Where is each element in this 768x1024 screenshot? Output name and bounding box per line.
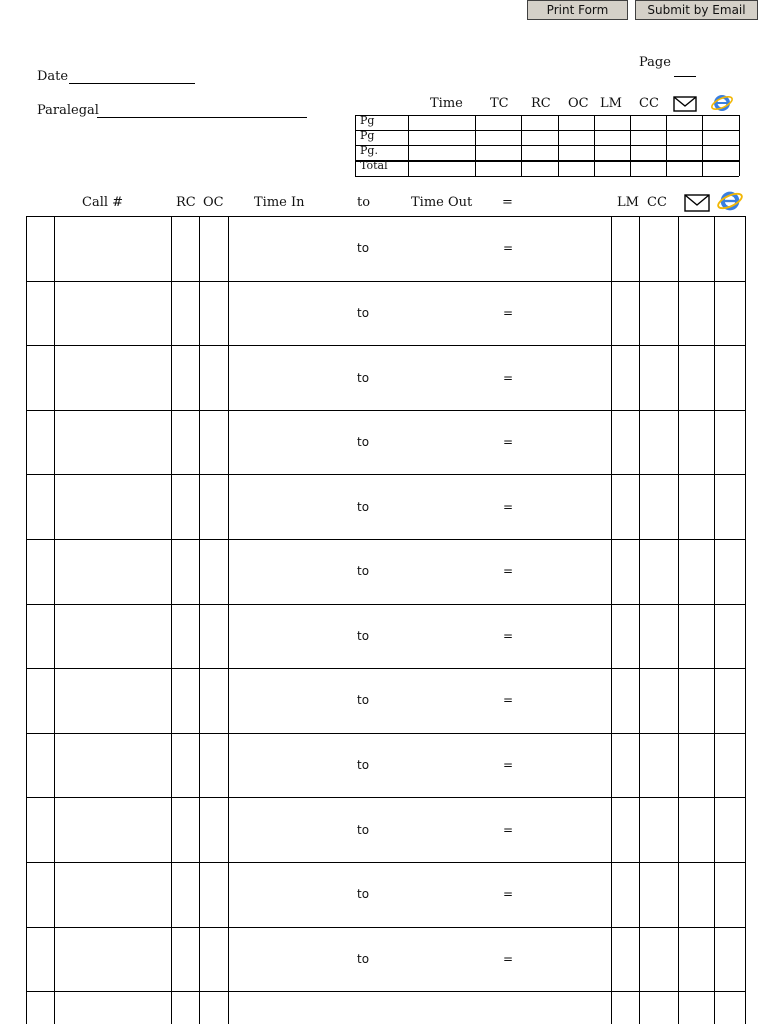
summary-cell[interactable] xyxy=(667,146,701,159)
email-check-field[interactable] xyxy=(679,283,713,344)
summary-cell[interactable] xyxy=(559,146,593,159)
rc-field[interactable] xyxy=(172,218,198,279)
log-header-to: to xyxy=(357,195,371,210)
email-check-field[interactable] xyxy=(679,606,713,667)
table-row xyxy=(26,281,745,346)
summary-cell[interactable] xyxy=(595,131,629,144)
time-out-field[interactable] xyxy=(381,541,494,602)
row-equals-label: = xyxy=(503,758,514,772)
time-out-field[interactable] xyxy=(381,670,494,731)
row-equals-label: = xyxy=(503,952,514,966)
lm-field[interactable] xyxy=(612,412,638,473)
paralegal-field[interactable] xyxy=(97,103,307,118)
email-check-field[interactable] xyxy=(679,347,713,408)
cc-field[interactable] xyxy=(640,864,677,925)
cc-field[interactable] xyxy=(640,412,677,473)
rc-field[interactable] xyxy=(172,347,198,408)
web-check-field[interactable] xyxy=(715,735,744,796)
row-equals-label: = xyxy=(503,241,514,255)
email-check-field[interactable] xyxy=(679,218,713,279)
time-out-field[interactable] xyxy=(381,476,494,537)
time-in-field[interactable] xyxy=(241,541,349,602)
oc-field[interactable] xyxy=(200,218,227,279)
log-header-rc: RC xyxy=(176,195,196,210)
row-to-label: to xyxy=(357,241,370,255)
oc-field[interactable] xyxy=(200,670,227,731)
row-number-cell[interactable] xyxy=(27,864,53,925)
summary-cell[interactable] xyxy=(409,131,474,144)
lm-field[interactable] xyxy=(612,929,638,990)
summary-cell[interactable] xyxy=(595,146,629,159)
row-equals-label: = xyxy=(503,435,514,449)
oc-field[interactable] xyxy=(200,929,227,990)
summary-header-oc: OC xyxy=(568,96,589,111)
submit-by-email-button[interactable]: Submit by Email xyxy=(635,0,758,20)
date-label: Date xyxy=(37,69,69,84)
row-number-cell[interactable] xyxy=(27,929,53,990)
summary-cell[interactable] xyxy=(595,161,629,175)
summary-grid-line xyxy=(355,176,739,177)
table-row xyxy=(26,927,745,992)
summary-cell[interactable] xyxy=(409,161,474,175)
rc-field[interactable] xyxy=(172,283,198,344)
summary-header-cc: CC xyxy=(639,96,659,111)
time-out-field[interactable] xyxy=(381,799,494,860)
oc-field[interactable] xyxy=(200,347,227,408)
time-out-field[interactable] xyxy=(381,218,494,279)
time-in-field[interactable] xyxy=(241,606,349,667)
row-to-label: to xyxy=(357,500,370,514)
row-number-cell[interactable] xyxy=(27,541,53,602)
row-equals-label: = xyxy=(503,564,514,578)
web-check-field[interactable] xyxy=(715,218,744,279)
cc-field[interactable] xyxy=(640,735,677,796)
summary-cell[interactable] xyxy=(631,131,665,144)
rc-field[interactable] xyxy=(172,735,198,796)
email-check-field[interactable] xyxy=(679,670,713,731)
summary-cell[interactable] xyxy=(522,131,557,144)
log-header-oc: OC xyxy=(203,195,224,210)
web-check-field[interactable] xyxy=(715,412,744,473)
row-number-cell[interactable] xyxy=(27,218,53,279)
cc-field[interactable] xyxy=(640,218,677,279)
row-to-label: to xyxy=(357,435,370,449)
row-equals-label: = xyxy=(503,306,514,320)
web-check-field[interactable] xyxy=(715,283,744,344)
call-number-field[interactable] xyxy=(55,476,170,537)
envelope-icon xyxy=(673,96,697,112)
time-out-field[interactable] xyxy=(381,735,494,796)
time-in-field[interactable] xyxy=(241,283,349,344)
row-number-cell[interactable] xyxy=(27,476,53,537)
rc-field[interactable] xyxy=(172,864,198,925)
rc-field[interactable] xyxy=(172,476,198,537)
email-check-field[interactable] xyxy=(679,541,713,602)
rc-field[interactable] xyxy=(172,606,198,667)
summary-cell[interactable] xyxy=(559,161,593,175)
log-header-lm: LM xyxy=(617,195,639,210)
summary-cell[interactable] xyxy=(476,116,520,129)
time-out-field[interactable] xyxy=(381,864,494,925)
summary-cell[interactable] xyxy=(522,146,557,159)
time-in-field[interactable] xyxy=(241,799,349,860)
call-number-field[interactable] xyxy=(55,864,170,925)
summary-cell[interactable] xyxy=(476,161,520,175)
summary-cell[interactable] xyxy=(409,146,474,159)
summary-cell[interactable] xyxy=(667,131,701,144)
rc-field[interactable] xyxy=(172,670,198,731)
call-number-field[interactable] xyxy=(55,218,170,279)
oc-field[interactable] xyxy=(200,606,227,667)
summary-cell[interactable] xyxy=(522,116,557,129)
call-number-field[interactable] xyxy=(55,606,170,667)
row-number-cell[interactable] xyxy=(27,606,53,667)
call-number-field[interactable] xyxy=(55,412,170,473)
row-equals-label: = xyxy=(503,500,514,514)
summary-cell[interactable] xyxy=(631,161,665,175)
call-number-field[interactable] xyxy=(55,283,170,344)
oc-field[interactable] xyxy=(200,541,227,602)
time-out-field[interactable] xyxy=(381,929,494,990)
cc-field[interactable] xyxy=(640,670,677,731)
lm-field[interactable] xyxy=(612,799,638,860)
summary-header-tc: TC xyxy=(490,96,509,111)
time-in-field[interactable] xyxy=(241,929,349,990)
log-header-call: Call # xyxy=(82,195,124,210)
summary-cell[interactable] xyxy=(476,131,520,144)
time-in-field[interactable] xyxy=(241,670,349,731)
email-check-field[interactable] xyxy=(679,476,713,537)
summary-cell[interactable] xyxy=(703,146,738,159)
internet-explorer-icon xyxy=(710,92,734,114)
summary-header-rc: RC xyxy=(531,96,551,111)
summary-cell[interactable] xyxy=(595,116,629,129)
row-to-label: to xyxy=(357,693,370,707)
lm-field[interactable] xyxy=(612,670,638,731)
lm-field[interactable] xyxy=(612,347,638,408)
summary-row-label: Pg. xyxy=(360,144,378,157)
table-row xyxy=(26,668,745,733)
cc-field[interactable] xyxy=(640,541,677,602)
web-check-field[interactable] xyxy=(715,799,744,860)
email-check-field[interactable] xyxy=(679,864,713,925)
email-check-field[interactable] xyxy=(679,735,713,796)
row-to-label: to xyxy=(357,629,370,643)
time-in-field[interactable] xyxy=(241,864,349,925)
time-in-field[interactable] xyxy=(241,735,349,796)
web-check-field[interactable] xyxy=(715,670,744,731)
time-in-field[interactable] xyxy=(241,476,349,537)
email-check-field[interactable] xyxy=(679,799,713,860)
table-row xyxy=(26,797,745,862)
date-field[interactable] xyxy=(69,69,195,84)
cc-field[interactable] xyxy=(640,929,677,990)
log-header-time-out: Time Out xyxy=(411,195,473,210)
envelope-icon xyxy=(684,194,710,212)
time-out-field[interactable] xyxy=(381,347,494,408)
web-check-field[interactable] xyxy=(715,929,744,990)
summary-grid-line xyxy=(739,115,740,176)
summary-cell[interactable] xyxy=(703,131,738,144)
time-in-field[interactable] xyxy=(241,218,349,279)
summary-cell[interactable] xyxy=(703,116,738,129)
row-number-cell[interactable] xyxy=(27,283,53,344)
page-number-field[interactable] xyxy=(674,62,696,77)
summary-cell[interactable] xyxy=(409,116,474,129)
lm-field[interactable] xyxy=(612,218,638,279)
row-to-label: to xyxy=(357,887,370,901)
row-number-cell[interactable] xyxy=(27,799,53,860)
web-check-field[interactable] xyxy=(715,541,744,602)
log-header-time-in: Time In xyxy=(254,195,305,210)
row-to-label: to xyxy=(357,823,370,837)
summary-header-lm: LM xyxy=(600,96,622,111)
call-number-field[interactable] xyxy=(55,670,170,731)
row-to-label: to xyxy=(357,952,370,966)
oc-field[interactable] xyxy=(200,283,227,344)
lm-field[interactable] xyxy=(612,541,638,602)
row-equals-label: = xyxy=(503,693,514,707)
table-row xyxy=(26,474,745,539)
summary-grid-line xyxy=(355,115,356,176)
print-form-button[interactable]: Print Form xyxy=(527,0,628,20)
rc-field[interactable] xyxy=(172,541,198,602)
cc-field[interactable] xyxy=(640,283,677,344)
table-row xyxy=(26,604,745,669)
web-check-field[interactable] xyxy=(715,476,744,537)
time-out-field[interactable] xyxy=(381,606,494,667)
lm-field[interactable] xyxy=(612,864,638,925)
table-row xyxy=(26,539,745,604)
web-check-field[interactable] xyxy=(715,864,744,925)
oc-field[interactable] xyxy=(200,799,227,860)
summary-cell[interactable] xyxy=(559,131,593,144)
web-check-field[interactable] xyxy=(715,347,744,408)
row-equals-label: = xyxy=(503,887,514,901)
time-out-field[interactable] xyxy=(381,283,494,344)
log-header-cc: CC xyxy=(647,195,667,210)
row-equals-label: = xyxy=(503,629,514,643)
internet-explorer-icon xyxy=(716,187,744,215)
summary-row-label: Total xyxy=(360,159,388,172)
summary-cell[interactable] xyxy=(667,116,701,129)
row-to-label: to xyxy=(357,371,370,385)
call-number-field[interactable] xyxy=(55,799,170,860)
oc-field[interactable] xyxy=(200,412,227,473)
time-in-field[interactable] xyxy=(241,412,349,473)
summary-cell[interactable] xyxy=(703,161,738,175)
summary-cell[interactable] xyxy=(522,161,557,175)
row-equals-label: = xyxy=(503,371,514,385)
summary-cell[interactable] xyxy=(631,116,665,129)
row-equals-label: = xyxy=(503,823,514,837)
row-number-cell[interactable] xyxy=(27,735,53,796)
summary-cell[interactable] xyxy=(667,161,701,175)
rc-field[interactable] xyxy=(172,929,198,990)
table-row xyxy=(26,216,745,281)
row-number-cell[interactable] xyxy=(27,670,53,731)
call-number-field[interactable] xyxy=(55,735,170,796)
call-number-field[interactable] xyxy=(55,347,170,408)
summary-cell[interactable] xyxy=(559,116,593,129)
call-number-field[interactable] xyxy=(55,541,170,602)
rc-field[interactable] xyxy=(172,799,198,860)
log-grid-line xyxy=(745,216,746,1024)
summary-row-label: Pg xyxy=(360,129,375,142)
row-to-label: to xyxy=(357,306,370,320)
summary-cell[interactable] xyxy=(631,146,665,159)
page-label: Page xyxy=(639,55,671,70)
time-in-field[interactable] xyxy=(241,347,349,408)
table-row xyxy=(26,862,745,927)
lm-field[interactable] xyxy=(612,283,638,344)
email-check-field[interactable] xyxy=(679,412,713,473)
row-number-cell[interactable] xyxy=(27,347,53,408)
lm-field[interactable] xyxy=(612,476,638,537)
row-to-label: to xyxy=(357,564,370,578)
summary-cell[interactable] xyxy=(476,146,520,159)
table-row xyxy=(26,410,745,475)
cc-field[interactable] xyxy=(640,347,677,408)
table-row xyxy=(26,345,745,410)
log-header-equals: = xyxy=(502,195,513,210)
email-check-field[interactable] xyxy=(679,929,713,990)
row-number-cell[interactable] xyxy=(27,412,53,473)
cc-field[interactable] xyxy=(640,476,677,537)
paralegal-label: Paralegal xyxy=(37,103,99,118)
cc-field[interactable] xyxy=(640,606,677,667)
table-row xyxy=(26,733,745,798)
row-to-label: to xyxy=(357,758,370,772)
call-number-field[interactable] xyxy=(55,929,170,990)
lm-field[interactable] xyxy=(612,606,638,667)
time-out-field[interactable] xyxy=(381,412,494,473)
cc-field[interactable] xyxy=(640,799,677,860)
oc-field[interactable] xyxy=(200,864,227,925)
rc-field[interactable] xyxy=(172,412,198,473)
summary-row-label: Pg xyxy=(360,114,375,127)
web-check-field[interactable] xyxy=(715,606,744,667)
lm-field[interactable] xyxy=(612,735,638,796)
oc-field[interactable] xyxy=(200,476,227,537)
oc-field[interactable] xyxy=(200,735,227,796)
summary-header-time: Time xyxy=(430,96,463,111)
